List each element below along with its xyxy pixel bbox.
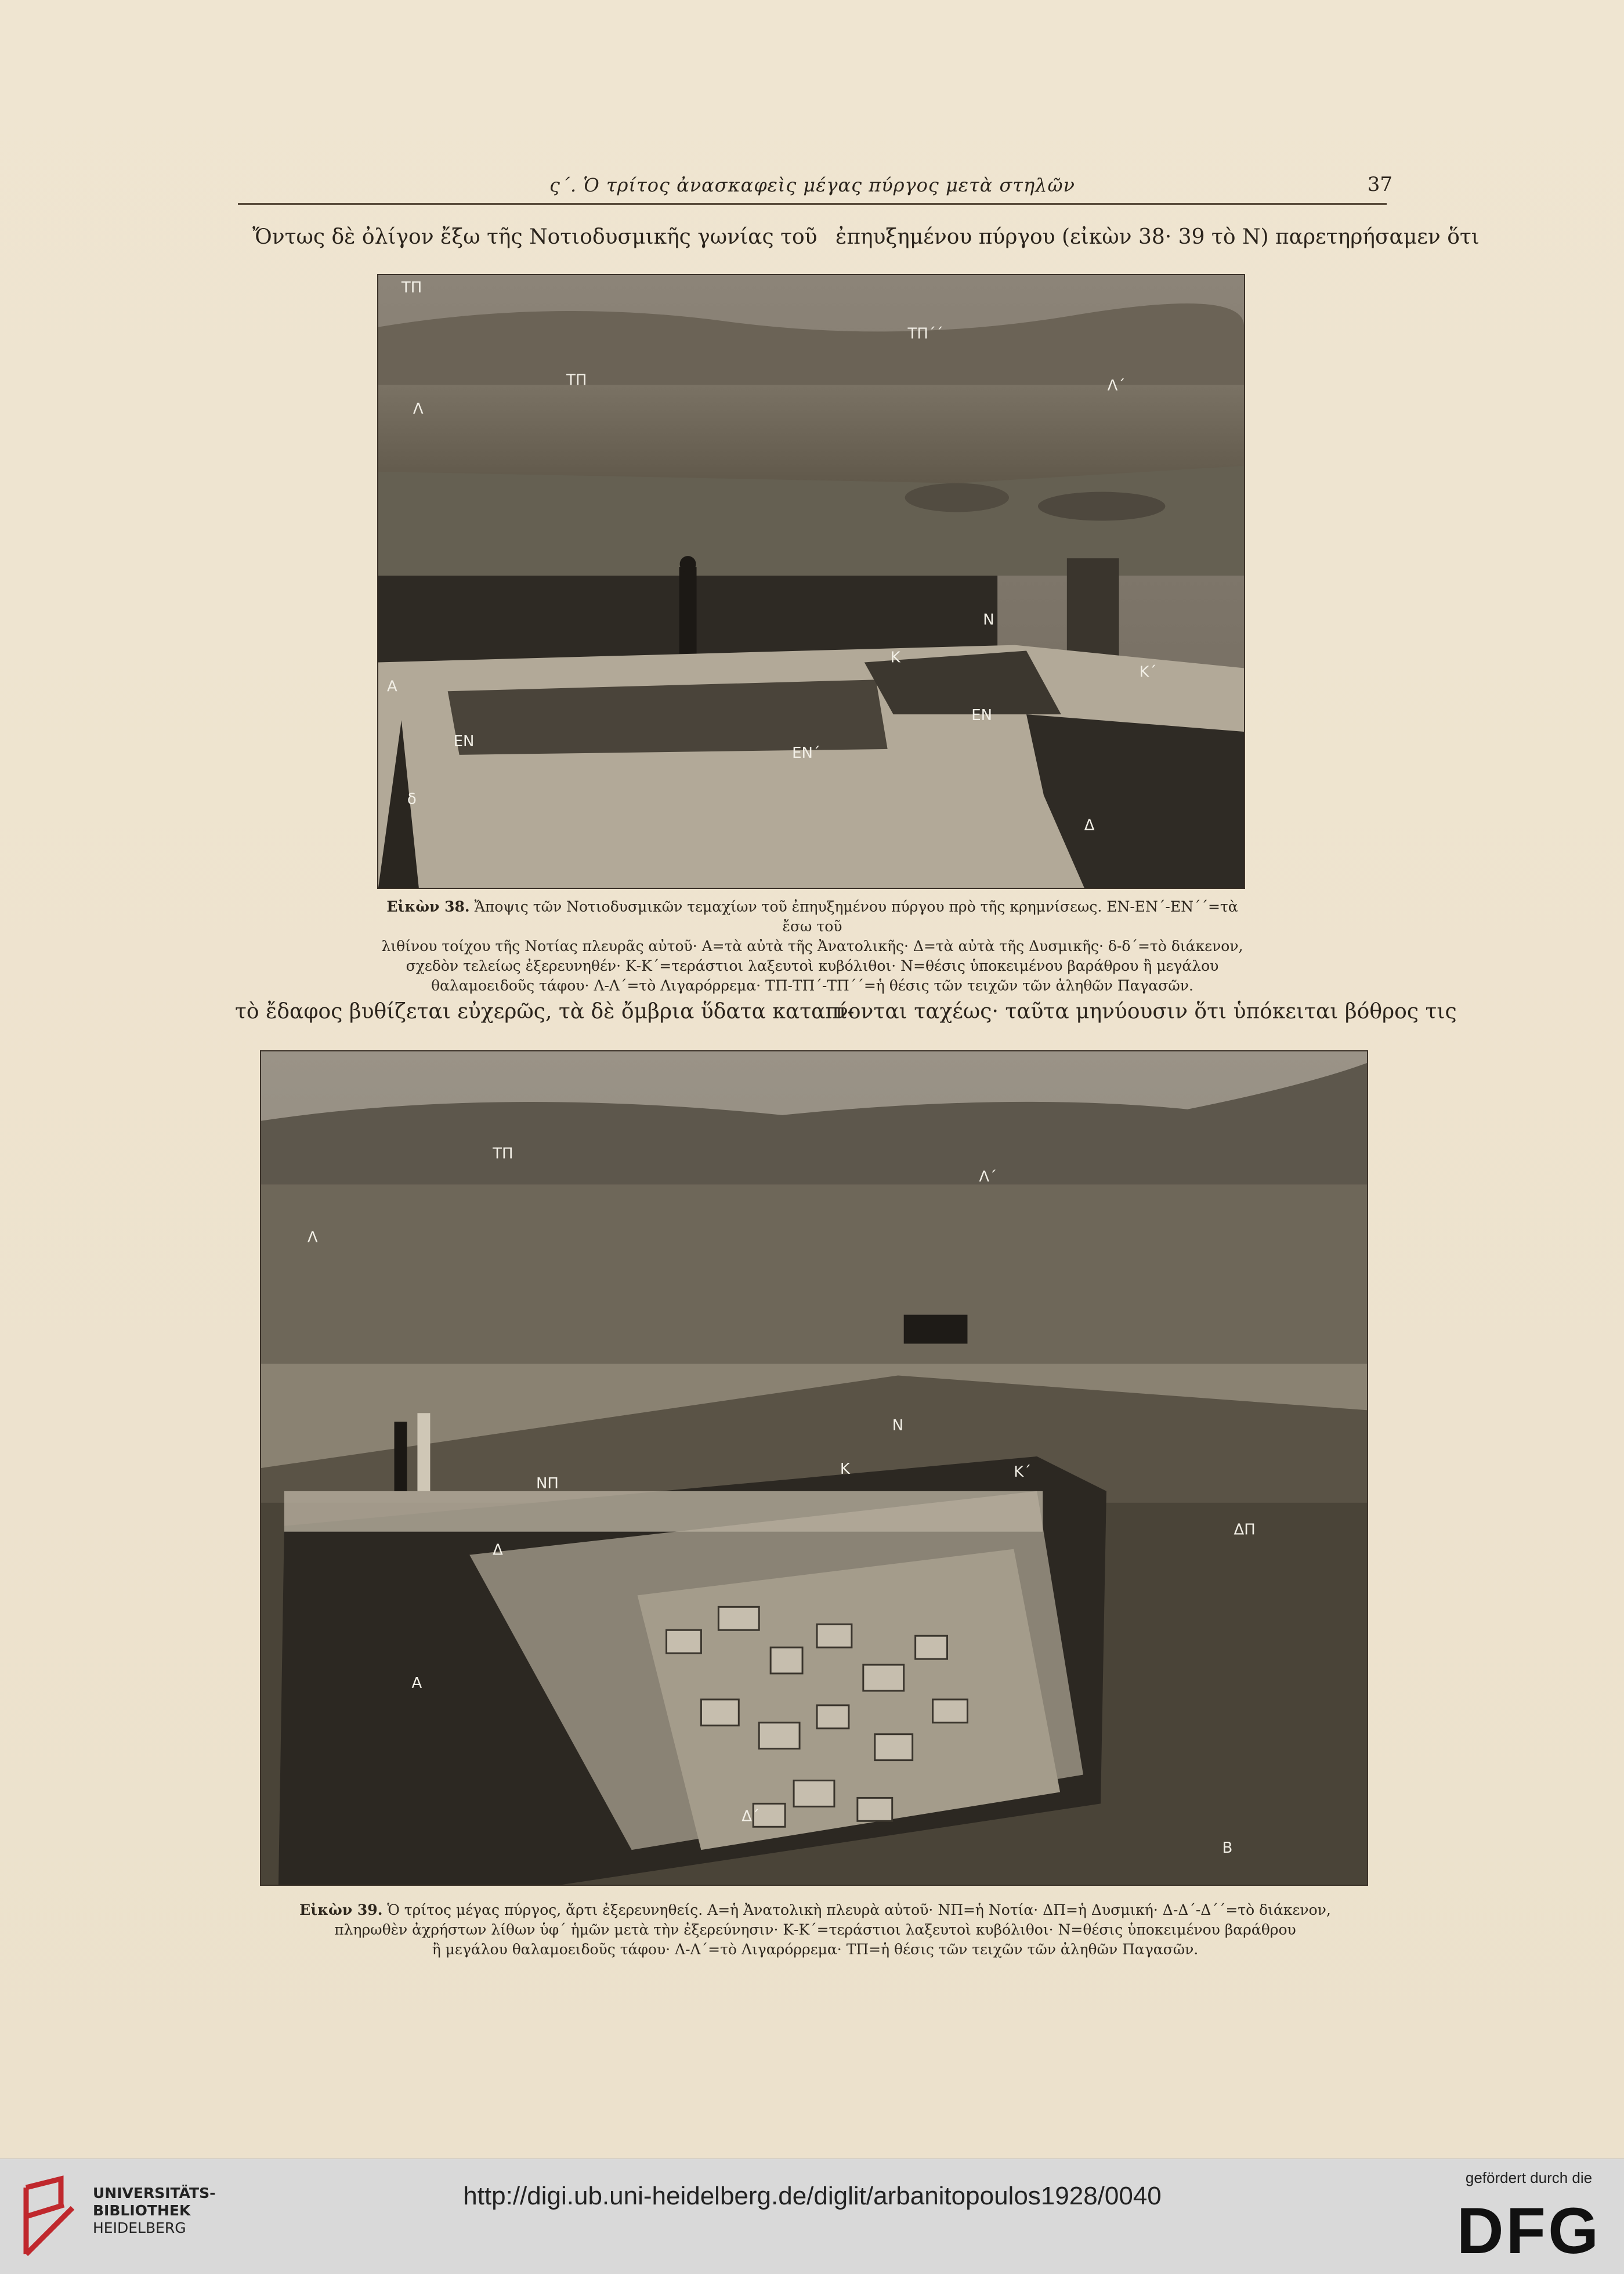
- figure-39-label: Α: [411, 1674, 422, 1692]
- dfg-logo: DFG: [1456, 2195, 1601, 2267]
- figure-38-label: δ: [407, 790, 417, 808]
- figure-38-photograph: [377, 274, 1245, 889]
- figure-38-label: Κ: [890, 649, 900, 667]
- caption-line: πληρωθὲν ἀχρήστων λίθων ὑφ΄ ἡμῶν μετὰ τὴν ἐξερεύνησιν· Κ-Κ΄=τεράστιοι λαξευτοὶ κυβόλιθοι· Ν=θέσις ὑποκειμένου βαράθρου: [334, 1921, 1296, 1938]
- figure-38-label: ΤΠ: [566, 371, 587, 389]
- library-name: [93, 2185, 215, 2237]
- permalink-url[interactable]: http://digi.ub.uni-heidelberg.de/diglit/arbanitopoulos1928/0040: [463, 2182, 1162, 2210]
- figure-38-label: ΤΠ: [401, 279, 422, 297]
- caption-line: θαλαμοειδοῦς τάφου· Λ-Λ΄=τὸ Λιγαρόρρεμα· ΤΠ-ΤΠ΄-ΤΠ΄΄=ἡ θέσις τῶν τειχῶν τῶν ἀληθῶν Παγασῶν.: [431, 977, 1193, 994]
- body-text-line-2-left: τὸ ἔδαφος βυθίζεται εὐχερῶς, τὰ δὲ ὄμβρια ὕδατα καταπί-: [235, 1000, 855, 1024]
- caption-text: Ὁ τρίτος μέγας πύργος, ἄρτι ἐξερευνηθείς. Α=ἡ Ἀνατολικὴ πλευρὰ αὐτοῦ· ΝΠ=ἡ Νοτία· ΔΠ=ἡ Δυσμική· Δ-Δ΄-Δ΄΄=τὸ διάκενον,: [387, 1901, 1331, 1918]
- figure-38-caption-label: Εἰκὼν 38.: [386, 898, 470, 915]
- caption-text: Ἄποψις τῶν Νοτιοδυσμικῶν τεμαχίων τοῦ ἐπηυξημένου πύργου πρὸ τῆς κρημνίσεως. ΕΝ-ΕΝ΄-ΕΝ΄΄=τὰ ἔσω τοῦ: [474, 898, 1238, 935]
- caption-line: σχεδὸν τελείως ἐξερευνηθέν· Κ-Κ΄=τεράστιοι λαξευτοὶ κυβόλιθοι· Ν=θέσις ὑποκειμένου βαράθρου ἢ μεγάλου: [406, 957, 1219, 974]
- library-name-line: HEIDELBERG: [93, 2219, 186, 2236]
- library-name-line: BIBLIOTHEK: [93, 2202, 191, 2219]
- figure-38-label: Δ: [1084, 816, 1095, 834]
- digitization-footer: [0, 2159, 1624, 2274]
- library-name-line: UNIVERSITÄTS-: [93, 2185, 216, 2201]
- figure-39-label: Λ΄: [979, 1168, 997, 1186]
- figure-39-label: Ν: [892, 1417, 904, 1435]
- figure-39-label: Λ: [307, 1229, 318, 1247]
- figure-39-label: Δ: [493, 1541, 503, 1559]
- header-rule: [238, 203, 1387, 205]
- figure-38-label: ΕΝ: [971, 707, 993, 725]
- caption-line: [255, 1900, 1375, 1920]
- page-number: 37: [1367, 173, 1392, 196]
- caption-line: [371, 897, 1253, 937]
- figure-39-photograph: [260, 1050, 1368, 1886]
- figure-38-label: Κ΄: [1139, 663, 1157, 681]
- figure-38-label: Ν: [983, 611, 994, 629]
- figure-39-label: Κ: [840, 1460, 850, 1478]
- figure-38-label: Λ΄: [1107, 377, 1126, 395]
- figure-38-label: Λ: [413, 400, 424, 418]
- body-text-line-2-right: νονται ταχέως· ταῦτα μηνύουσιν ὅτι ὑπόκειται βόθρος τις: [835, 1000, 1457, 1024]
- figure-38-image: [378, 275, 1244, 888]
- body-text-line-1-right: ἐπηυξημένου πύργου (εἰκὼν 38· 39 τὸ Ν) παρετηρήσαμεν ὅτι: [835, 225, 1480, 249]
- figure-38-label: Α: [386, 678, 397, 696]
- university-library-logo-icon: [17, 2173, 81, 2260]
- funding-note: gefördert durch die: [1465, 2169, 1593, 2186]
- caption-line: λιθίνου τοίχου τῆς Νοτίας πλευρᾶς αὐτοῦ· Α=τὰ αὐτὰ τῆς Ἀνατολικῆς· Δ=τὰ αὐτὰ τῆς Δυσμικῆς· δ-δ΄=τὸ διάκενον,: [381, 938, 1243, 955]
- figure-38-caption: [371, 897, 1253, 996]
- figure-39-label: Δ΄: [742, 1807, 759, 1825]
- caption-line: ἢ μεγάλου θαλαμοειδοῦς τάφου· Λ-Λ΄=τὸ Λιγαρόρρεμα· ΤΠ=ἡ θέσις τῶν τειχῶν τῶν ἀληθῶν Παγασῶν.: [432, 1941, 1199, 1958]
- figure-38-label: ΕΝ΄: [792, 744, 820, 762]
- figure-39-label: Κ΄: [1014, 1463, 1032, 1481]
- running-head: ς΄. Ὁ τρίτος ἀνασκαφεὶς μέγας πύργος μετὰ στηλῶν: [549, 174, 1075, 196]
- figure-39-label: ΤΠ: [493, 1145, 513, 1163]
- body-text-line-1-left: Ὄντως δὲ ὀλίγον ἔξω τῆς Νοτιοδυσμικῆς γωνίας τοῦ: [252, 225, 818, 249]
- figure-39-label: Β: [1222, 1839, 1233, 1857]
- figure-38-label: ΤΠ΄΄: [907, 325, 943, 343]
- figure-38-label: ΕΝ: [453, 732, 475, 750]
- figure-39-label: ΝΠ: [536, 1474, 559, 1492]
- figure-39-image: [261, 1051, 1367, 1885]
- figure-39-caption: [255, 1900, 1375, 1960]
- figure-39-caption-label: Εἰκὼν 39.: [299, 1901, 383, 1918]
- figure-39-label: ΔΠ: [1234, 1521, 1256, 1539]
